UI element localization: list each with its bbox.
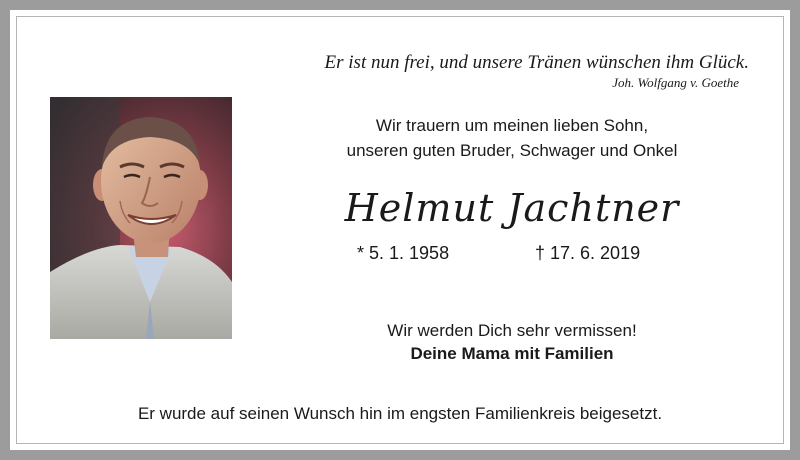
- quote-block: [325, 51, 749, 91]
- burial-note: Er wurde auf seinen Wunsch hin im engsten Familienkreis beigesetzt.: [137, 404, 663, 423]
- life-dates: [357, 241, 640, 265]
- portrait-photo: [50, 97, 232, 339]
- intro-text: [307, 113, 717, 163]
- portrait-image: [50, 97, 232, 339]
- deceased-name: Helmut Jachtner: [344, 186, 680, 230]
- birth-date: * 5. 1. 1958: [357, 243, 450, 263]
- intro-line-1: Wir trauern um meinen lieben Sohn,: [375, 116, 649, 135]
- quote-author: Joh. Wolfgang v. Goethe: [612, 75, 739, 90]
- death-date: † 17. 6. 2019: [535, 243, 641, 263]
- signature: Deine Mama mit Familien: [410, 344, 614, 363]
- quote-text: Er ist nun frei, und unsere Tränen wünschen ihm Glück.: [324, 52, 749, 73]
- inner-border: [16, 16, 784, 444]
- intro-line-2: unseren guten Bruder, Schwager und Onkel: [346, 141, 678, 160]
- closing-line: Wir werden Dich sehr vermissen!: [387, 321, 637, 340]
- obituary-card: [10, 10, 790, 450]
- closing-block: [307, 319, 717, 365]
